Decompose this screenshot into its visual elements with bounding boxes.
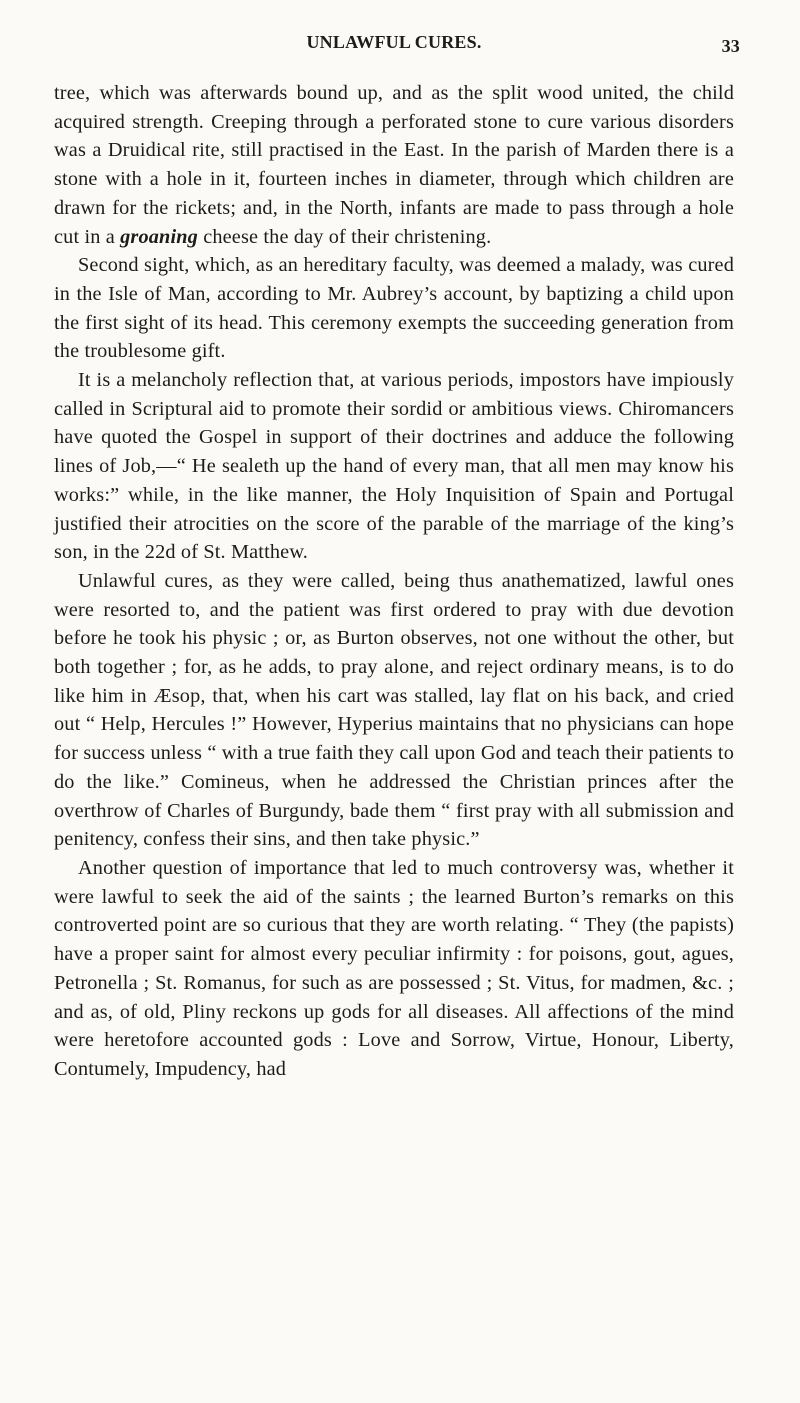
emphasized-word: groaning bbox=[120, 225, 198, 248]
page-number: 33 bbox=[721, 36, 740, 56]
paragraph-1-before: tree, which was afterwards bound up, and as the split wood united, the child acquired strength. Creeping through a perforated stone to cure various disorders was a Druidical rite, still practised in the East. In the parish of Marden there is a stone with a hole in it, fourteen inches in diameter, through which children are drawn for the rickets; and, in the North, infants are made to pass through a hole cut in a bbox=[54, 82, 734, 248]
body-text bbox=[54, 79, 734, 1084]
paragraph-2: Second sight, which, as an hereditary faculty, was deemed a malady, was cured in the Isle of Man, according to Mr. Aubrey’s account, by baptizing a child upon the first sight of its head. This ceremony exempts the succeeding generation from the troublesome gift. bbox=[54, 254, 734, 363]
paragraph-4: Unlawful cures, as they were called, being thus anathematized, lawful ones were resorted to, and the patient was first ordered to pray with due devotion before he took his physic ; or, as Burton observes, not one without the other, but both together ; for, as he adds, to pray alone, and reject ordinary means, is to do like him in Æsop, that, when his cart was stalled, lay flat on his back, and cried out “ Help, Hercules !” However, Hyperius maintains that no physicians can hope for success unless “ with a true faith they call upon God and teach their patients to do the like.” Comineus, when he addressed the Christian princes after the overthrow of Charles of Burgundy, bade them “ first pray with all submission and penitency, confess their sins, and then take physic.” bbox=[54, 569, 734, 851]
paragraph-1 bbox=[54, 79, 734, 251]
paragraph-3: It is a melancholy reflection that, at various periods, impostors have impiously called in Scriptural aid to promote their sordid or ambitious views. Chiromancers have quoted the Gospel in support of their doctrines and adduce the following lines of Job,—“ He sealeth up the hand of every man, that all men may know his works:” while, in the like manner, the Holy Inquisition of Spain and Portugal justified their atrocities on the score of the parable of the marriage of the king’s son, in the 22d of St. Matthew. bbox=[54, 369, 734, 564]
running-head bbox=[54, 30, 740, 64]
paragraph-5: Another question of importance that led to much controversy was, whether it were lawful to seek the aid of the saints ; the learned Burton’s remarks on this controverted point are so curious that they are worth relating. “ They (the papists) have a proper saint for almost every peculiar infirmity : for poisons, gout, agues, Petronella ; St. Romanus, for such as are possessed ; St. Vitus, for madmen, &c. ; and as, of old, Pliny reckons up gods for all diseases. All affections of the mind were heretofore accounted gods : Love and Sorrow, Virtue, Honour, Liberty, Contumely, Impudency, had bbox=[54, 856, 734, 1080]
paragraph-1-after: cheese the day of their christening. bbox=[197, 225, 492, 248]
running-title: UNLAWFUL CURES. bbox=[306, 32, 482, 52]
